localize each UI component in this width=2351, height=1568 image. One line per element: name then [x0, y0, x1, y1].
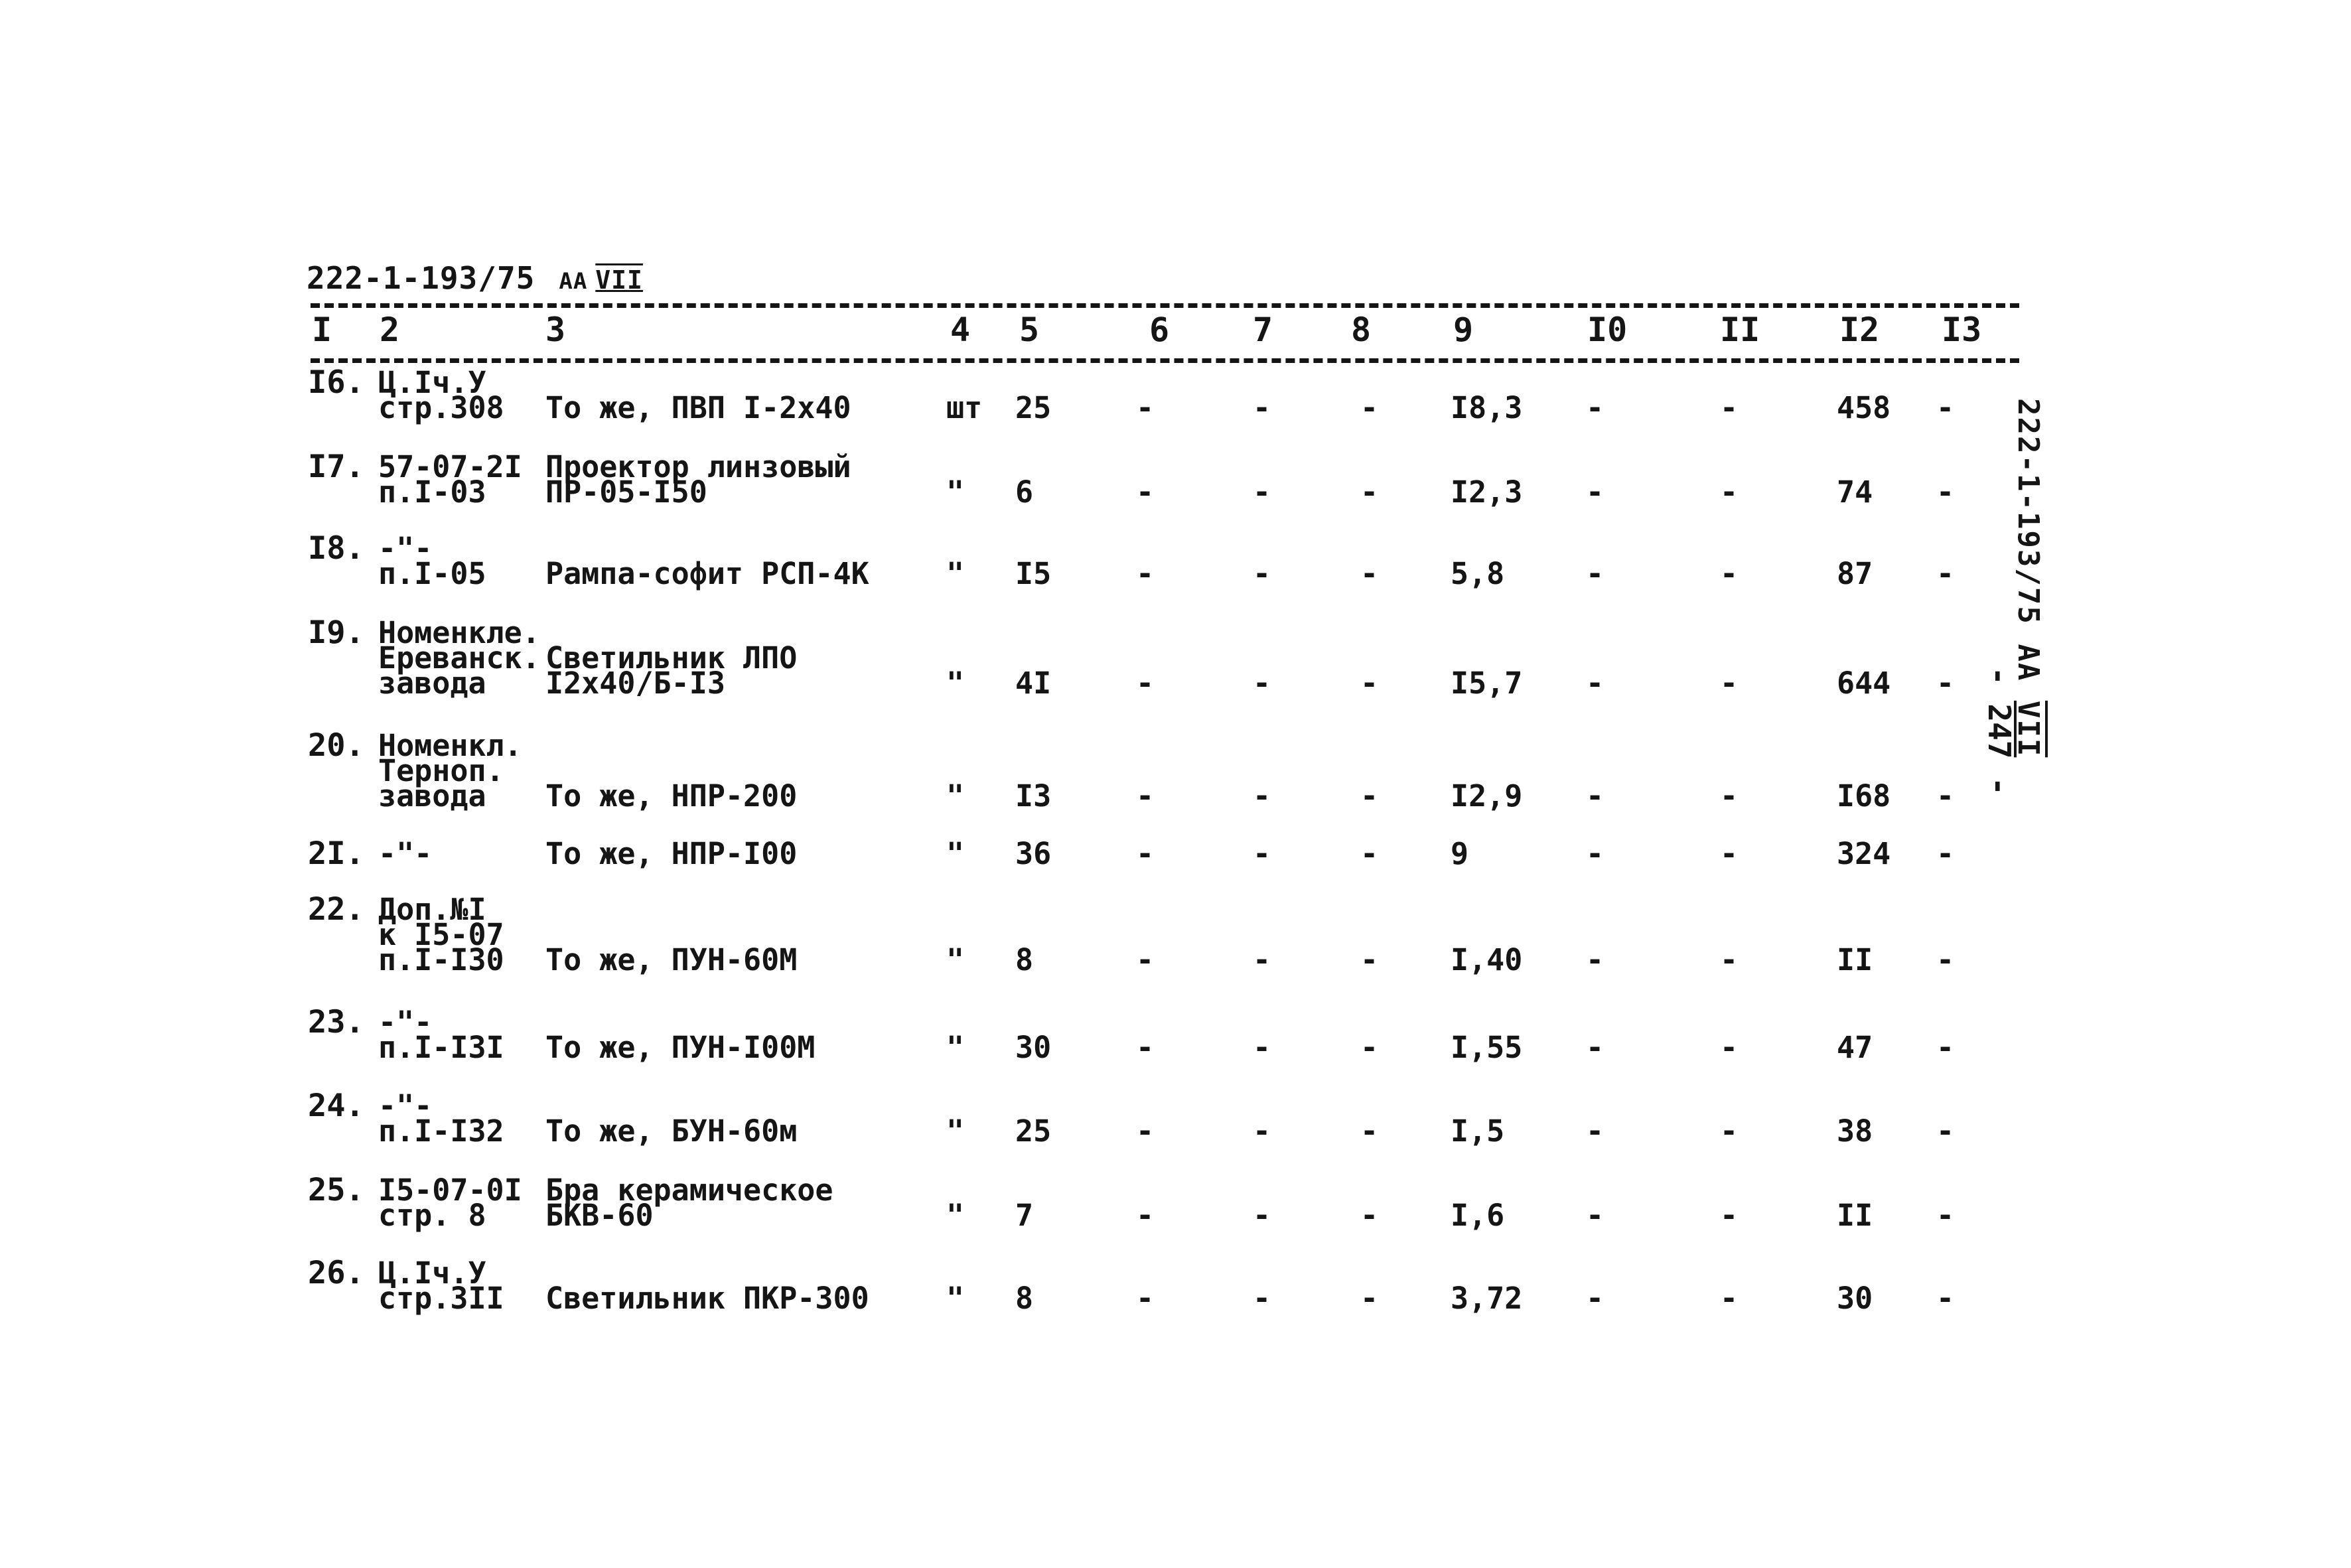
top-dashed-rule — [311, 303, 2019, 308]
column-header-1: I — [312, 311, 332, 349]
col9-cell: I,55 — [1451, 1030, 1523, 1065]
source-reference-line: -"- — [378, 1005, 433, 1040]
column-header-4: 4 — [950, 311, 971, 349]
col13-cell: - — [1936, 1198, 1955, 1233]
source-reference-line: Номенкле. — [378, 615, 540, 650]
row-number: 24. — [308, 1088, 364, 1124]
col11-cell: - — [1720, 390, 1739, 425]
unit-cell: " — [946, 1030, 965, 1065]
col7-cell: - — [1253, 666, 1271, 701]
col10-cell: - — [1586, 474, 1604, 510]
col13-cell: - — [1936, 556, 1955, 591]
col7-cell: - — [1253, 836, 1271, 871]
row-number: I7. — [308, 449, 364, 485]
side-album-number: VII — [2011, 700, 2045, 758]
col12-cell: II — [1837, 942, 1873, 977]
quantity-cell: 7 — [1015, 1198, 1034, 1233]
item-name-line: Бра керамическое — [545, 1173, 833, 1208]
source-reference-line: Ц.Iч.У — [378, 365, 486, 400]
col6-cell: - — [1136, 474, 1155, 510]
col9-cell: I,40 — [1451, 942, 1523, 977]
column-header-8: 8 — [1351, 311, 1372, 349]
row-number: 26. — [308, 1255, 364, 1291]
col10-cell: - — [1586, 836, 1604, 871]
source-reference-line: стр. 8 — [378, 1198, 486, 1233]
col13-cell: - — [1936, 1113, 1955, 1149]
col11-cell: - — [1720, 474, 1739, 510]
col6-cell: - — [1136, 778, 1155, 814]
item-name-line: Проектор линзовый — [545, 449, 851, 484]
col12-cell: 30 — [1837, 1281, 1873, 1316]
col12-cell: 74 — [1837, 474, 1873, 510]
col12-cell: 458 — [1837, 390, 1891, 425]
col7-cell: - — [1253, 1030, 1271, 1065]
column-header-6: 6 — [1149, 311, 1170, 349]
side-code-text: 222-1-193/75 АА — [2011, 398, 2045, 682]
header-code: 222-1-193/75 — [307, 260, 535, 296]
source-reference-line: Терноп. — [378, 753, 504, 788]
col9-cell: 5,8 — [1451, 556, 1505, 591]
quantity-cell: 8 — [1015, 1281, 1034, 1316]
header-dashed-rule — [311, 358, 2019, 363]
col8-cell: - — [1360, 474, 1379, 510]
quantity-cell: 6 — [1015, 474, 1034, 510]
item-name-line: То же, НПР-I00 — [545, 836, 798, 871]
col6-cell: - — [1136, 1281, 1155, 1316]
col8-cell: - — [1360, 1030, 1379, 1065]
row-number: I6. — [308, 364, 364, 401]
col6-cell: - — [1136, 942, 1155, 977]
source-reference-line: стр.3II — [378, 1281, 504, 1316]
col6-cell: - — [1136, 836, 1155, 871]
unit-cell: " — [946, 1113, 965, 1149]
col11-cell: - — [1720, 1281, 1739, 1316]
source-reference-line: завода — [378, 666, 486, 701]
quantity-cell: 8 — [1015, 942, 1034, 977]
source-reference-line: I5-07-0I — [378, 1173, 522, 1208]
col6-cell: - — [1136, 390, 1155, 425]
source-reference-line: к I5-07 — [378, 917, 504, 952]
item-name-line: То же, НПР-200 — [545, 778, 798, 814]
col8-cell: - — [1360, 1113, 1379, 1149]
item-name-line: ПР-05-I50 — [545, 474, 707, 510]
col6-cell: - — [1136, 666, 1155, 701]
source-reference-line: Номенкл. — [378, 728, 522, 763]
col6-cell: - — [1136, 1113, 1155, 1149]
col9-cell: I2,9 — [1451, 778, 1523, 814]
col11-cell: - — [1720, 1198, 1739, 1233]
quantity-cell: I3 — [1015, 778, 1052, 814]
album-prefix: АА — [559, 268, 588, 295]
col11-cell: - — [1720, 778, 1739, 814]
column-header-5: 5 — [1019, 311, 1040, 349]
column-header-2: 2 — [380, 311, 400, 349]
row-number: 20. — [308, 727, 364, 764]
col13-cell: - — [1936, 778, 1955, 814]
col13-cell: - — [1936, 942, 1955, 977]
row-number: 22. — [308, 891, 364, 928]
col10-cell: - — [1586, 556, 1604, 591]
column-header-9: 9 — [1453, 311, 1474, 349]
row-number: I9. — [308, 614, 364, 651]
col13-cell: - — [1936, 1030, 1955, 1065]
unit-cell: " — [946, 556, 965, 591]
row-number: 25. — [308, 1172, 364, 1208]
row-number: 23. — [308, 1004, 364, 1040]
col12-cell: 38 — [1837, 1113, 1873, 1149]
col11-cell: - — [1720, 556, 1739, 591]
col8-cell: - — [1360, 556, 1379, 591]
unit-cell: " — [946, 474, 965, 510]
col10-cell: - — [1586, 390, 1604, 425]
col11-cell: - — [1720, 836, 1739, 871]
item-name-line: То же, ПВП I-2х40 — [545, 390, 851, 425]
col10-cell: - — [1586, 1113, 1604, 1149]
col12-cell: II — [1837, 1198, 1873, 1233]
col9-cell: 9 — [1451, 836, 1469, 871]
document-header — [307, 260, 643, 296]
source-reference-line: п.I-I32 — [378, 1113, 504, 1149]
col10-cell: - — [1586, 1030, 1604, 1065]
unit-cell: " — [946, 778, 965, 814]
col11-cell: - — [1720, 942, 1739, 977]
item-name-line: То же, БУН-60м — [545, 1113, 798, 1149]
col7-cell: - — [1253, 1281, 1271, 1316]
col9-cell: I,6 — [1451, 1198, 1505, 1233]
col8-cell: - — [1360, 836, 1379, 871]
source-reference-line: п.I-03 — [378, 474, 486, 510]
unit-cell: " — [946, 942, 965, 977]
col7-cell: - — [1253, 942, 1271, 977]
col6-cell: - — [1136, 1198, 1155, 1233]
unit-cell: " — [946, 836, 965, 871]
column-header-3: 3 — [545, 311, 566, 349]
col8-cell: - — [1360, 666, 1379, 701]
col7-cell: - — [1253, 778, 1271, 814]
col10-cell: - — [1586, 1198, 1604, 1233]
row-number: I8. — [308, 530, 364, 567]
source-reference-line: завода — [378, 778, 486, 814]
col12-cell: 47 — [1837, 1030, 1873, 1065]
column-header-12: I2 — [1839, 311, 1880, 349]
column-header-7: 7 — [1253, 311, 1273, 349]
col13-cell: - — [1936, 666, 1955, 701]
col11-cell: - — [1720, 666, 1739, 701]
col10-cell: - — [1586, 666, 1604, 701]
column-header-11: II — [1720, 311, 1760, 349]
unit-cell: " — [946, 666, 965, 701]
col12-cell: 324 — [1837, 836, 1891, 871]
quantity-cell: 25 — [1015, 390, 1052, 425]
col7-cell: - — [1253, 1113, 1271, 1149]
unit-cell: " — [946, 1281, 965, 1316]
item-name-line: Светильник ЛПО — [545, 640, 798, 676]
col8-cell: - — [1360, 942, 1379, 977]
source-reference-line: стр.308 — [378, 390, 504, 425]
col10-cell: - — [1586, 1281, 1604, 1316]
source-reference-line: п.I-I3I — [378, 1030, 504, 1065]
col10-cell: - — [1586, 942, 1604, 977]
source-reference-line: -"- — [378, 1088, 433, 1123]
unit-cell: " — [946, 1198, 965, 1233]
quantity-cell: 36 — [1015, 836, 1052, 871]
source-reference-line: п.I-I30 — [378, 942, 504, 977]
quantity-cell: 4I — [1015, 666, 1052, 701]
col10-cell: - — [1586, 778, 1604, 814]
item-name-line: Светильник ПКР-300 — [545, 1281, 869, 1316]
col13-cell: - — [1936, 1281, 1955, 1316]
source-reference-line: 57-07-2I — [378, 449, 522, 484]
album-number: VII — [595, 265, 643, 295]
col7-cell: - — [1253, 556, 1271, 591]
item-name-line: То же, ПУН-I00М — [545, 1030, 816, 1065]
column-header-10: I0 — [1587, 311, 1628, 349]
col6-cell: - — [1136, 556, 1155, 591]
item-name-line: БКВ-60 — [545, 1198, 654, 1233]
col13-cell: - — [1936, 836, 1955, 871]
col7-cell: - — [1253, 474, 1271, 510]
col8-cell: - — [1360, 1281, 1379, 1316]
quantity-cell: 30 — [1015, 1030, 1052, 1065]
column-header-13: I3 — [1942, 311, 1982, 349]
col9-cell: I5,7 — [1451, 666, 1523, 701]
row-number: 2I. — [308, 835, 364, 872]
col7-cell: - — [1253, 390, 1271, 425]
col13-cell: - — [1936, 390, 1955, 425]
item-name-line: Рампа-софит РСП-4К — [545, 556, 869, 591]
source-reference-line: Ереванск. — [378, 640, 540, 676]
col9-cell: I,5 — [1451, 1113, 1505, 1149]
source-reference-line: -"- — [378, 836, 433, 871]
col12-cell: 87 — [1837, 556, 1873, 591]
col9-cell: I2,3 — [1451, 474, 1523, 510]
item-name-line: I2х40/Б-I3 — [545, 666, 725, 701]
item-name-line: То же, ПУН-60М — [545, 942, 798, 977]
col8-cell: - — [1360, 390, 1379, 425]
source-reference-line: -"- — [378, 531, 433, 566]
unit-cell: шт — [946, 390, 983, 425]
col11-cell: - — [1720, 1030, 1739, 1065]
col12-cell: 644 — [1837, 666, 1891, 701]
source-reference-line: п.I-05 — [378, 556, 486, 591]
source-reference-line: Доп.№I — [378, 892, 486, 927]
col12-cell: I68 — [1837, 778, 1891, 814]
page-number: - 247 - — [1981, 667, 2017, 796]
col9-cell: I8,3 — [1451, 390, 1523, 425]
col8-cell: - — [1360, 778, 1379, 814]
col6-cell: - — [1136, 1030, 1155, 1065]
col7-cell: - — [1253, 1198, 1271, 1233]
quantity-cell: 25 — [1015, 1113, 1052, 1149]
col9-cell: 3,72 — [1451, 1281, 1523, 1316]
col11-cell: - — [1720, 1113, 1739, 1149]
source-reference-line: Ц.Iч.У — [378, 1255, 486, 1291]
quantity-cell: I5 — [1015, 556, 1052, 591]
col13-cell: - — [1936, 474, 1955, 510]
col8-cell: - — [1360, 1198, 1379, 1233]
